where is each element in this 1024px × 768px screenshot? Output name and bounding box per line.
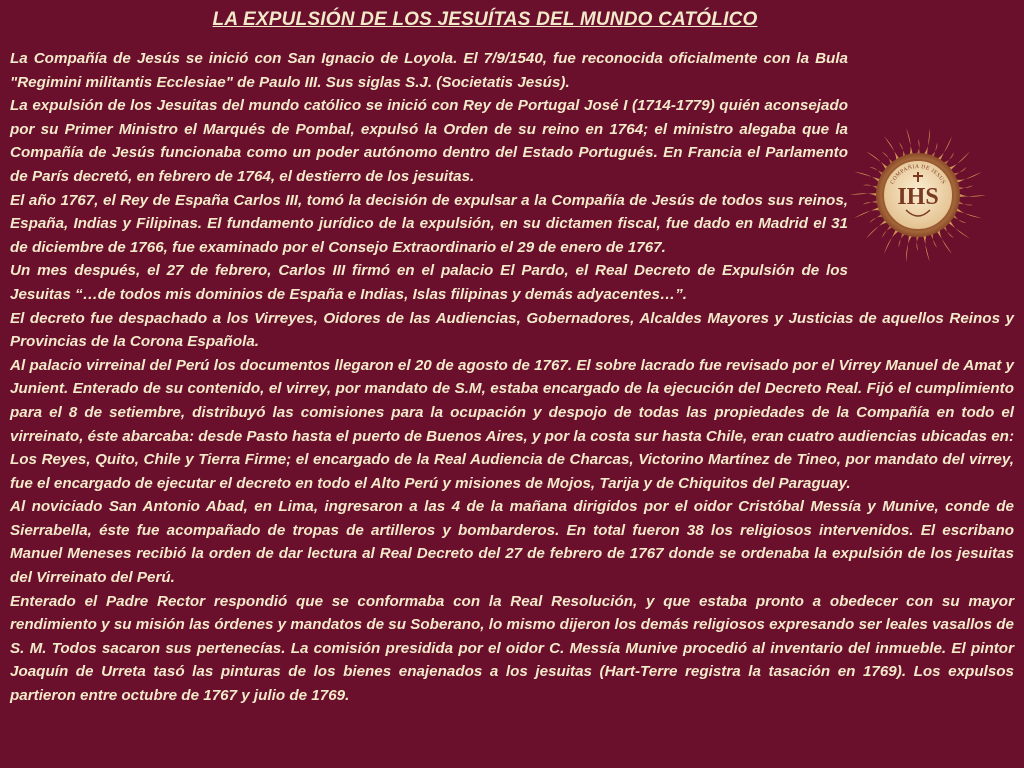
sun-ray xyxy=(936,136,952,161)
emblem-monogram: IHS xyxy=(897,184,939,210)
paragraph-1: La Compañía de Jesús se inició con San Ignacio de Loyola. El 7/9/1540, fue reconocida oficialmente con la Bula "Regimini militantis Ecclesiae" de Paulo III. Sus siglas S.J. (Societatis Jesús). xyxy=(10,50,848,91)
sun-ray xyxy=(884,229,900,254)
sun-ray xyxy=(923,128,930,156)
sun-ray xyxy=(916,139,920,155)
sun-ray xyxy=(958,193,986,197)
sun-ray xyxy=(884,136,900,161)
sun-ray xyxy=(916,235,920,251)
sun-ray xyxy=(955,172,982,183)
ihs-emblem-svg xyxy=(848,110,988,280)
slide-title: LA EXPULSIÓN DE LOS JESUÍTAS DEL MUNDO CATÓLICO xyxy=(212,9,758,30)
emblem-ring-text: COMPAÑIA DE JESUS xyxy=(889,163,947,186)
paragraph-2: La expulsión de los Jesuitas del mundo católico se inició con Rey de Portugal José I (1714-1779) quién aconsejado por su Primer Ministro el Marqués de Pombal, expulsó la Orden de su reino en 1764; el ministro alegaba que la Compañía de Jesús funcionaba como un poder autónomo dentro del Estado Portugués. En Francia el Parlamento de París decretó, en febrero de 1764, el destierro de los jesuitas. xyxy=(10,97,848,185)
sun-ray xyxy=(906,128,913,156)
sun-ray xyxy=(936,229,952,254)
sun-ray xyxy=(850,193,878,197)
sun-ray xyxy=(947,151,970,171)
sun-ray xyxy=(854,207,881,218)
sun-ray xyxy=(854,172,881,183)
sun-ray xyxy=(906,234,913,262)
sun-ray xyxy=(866,219,889,239)
paragraph-4: Un mes después, el 27 de febrero, Carlos III firmó en el palacio El Pardo, el Real Decreto de Expulsión de los Jesuitas “…de todos mis dominios de España e Indias, Islas filipinas y demás adyacentes…”. xyxy=(10,262,848,303)
paragraph-7: Al noviciado San Antonio Abad, en Lima, ingresaron a las 4 de la mañana dirigidos por el oidor Cristóbal Messía y Munive, conde de Sierrabella, éste fue acompañado de tropas de artilleros y bombarderos. En total fueron 38 los religiosos intervenidos. El escribano Manuel Meneses recibió la orden de dar lectura al Real Decreto del 27 de febrero de 1767 donde se ordenaba la expulsión de los jesuitas del Virreinato del Perú. xyxy=(10,498,1014,587)
ihs-sunburst-icon xyxy=(848,110,988,280)
sun-ray xyxy=(923,234,930,262)
paragraph-3: El año 1767, el Rey de España Carlos III, tomó la decisión de expulsar a la Compañía de Jesús de todos sus reinos, España, Indias y Filipinas. El fundamento jurídico de la expulsión, en su dictamen fiscal, fue dado en Madrid el 31 de diciembre de 1766, fue examinado por el Consejo Extraordinario el 29 de enero de 1767. xyxy=(10,191,848,256)
paragraph-8: Enterado el Padre Rector respondió que se conformaba con la Real Resolución, y que estaba pronto a obedecer con su mayor rendimiento y su misión las órdenes y mandatos de su Soberano, lo mismo dijeron los demás religiosos expresando ser leales vasallos de S. M. Todos sacaron sus pertenecías. La comisión presidida por el oidor C. Messía Munive procedió al inventario del inmueble. El pintor Joaquín de Urreta tasó las pinturas de los bienes enajenados a los jesuitas (Hart-Terre registra la tasación en 1769). Los expulsos partieron entre octubre de 1767 y julio de 1769. xyxy=(10,592,1014,705)
sun-ray xyxy=(955,207,982,218)
paragraph-5: El decreto fue despachado a los Virreyes, Oidores de las Audiencias, Gobernadores, Alcaldes Mayores y Justicias de aquellos Reinos y Provincias de la Corona Española. xyxy=(10,309,1014,351)
paragraph-6: Al palacio virreinal del Perú los documentos llegaron el 20 de agosto de 1767. El sobre lacrado fue revisado por el Virrey Manuel de Amat y Junient. Enterado de su contenido, el virrey, por mandato de S.M, estaba encargado de la ejecución del Decreto Real. Fijó el cumplimiento para el 8 de setiembre, distribuyó las comisiones para la ocupación y despojo de todas las propiedades de la Compañía en todo el virreinato, éste abarcaba: desde Pasto hasta el puerto de Buenos Aires, y por la costa sur hasta Chile, eran cuatro audiencias ubicadas en: Los Reyes, Quito, Chile y Tierra Firme; el encargado de la Real Audiencia de Charcas, Victorino Martínez de Tineo, por mandato del virrey, fue el encargado de ejecutar el decreto en todo el Alto Perú y misiones de Mojos, Tarija y de Chiquitos del Paraguay. xyxy=(10,356,1014,492)
